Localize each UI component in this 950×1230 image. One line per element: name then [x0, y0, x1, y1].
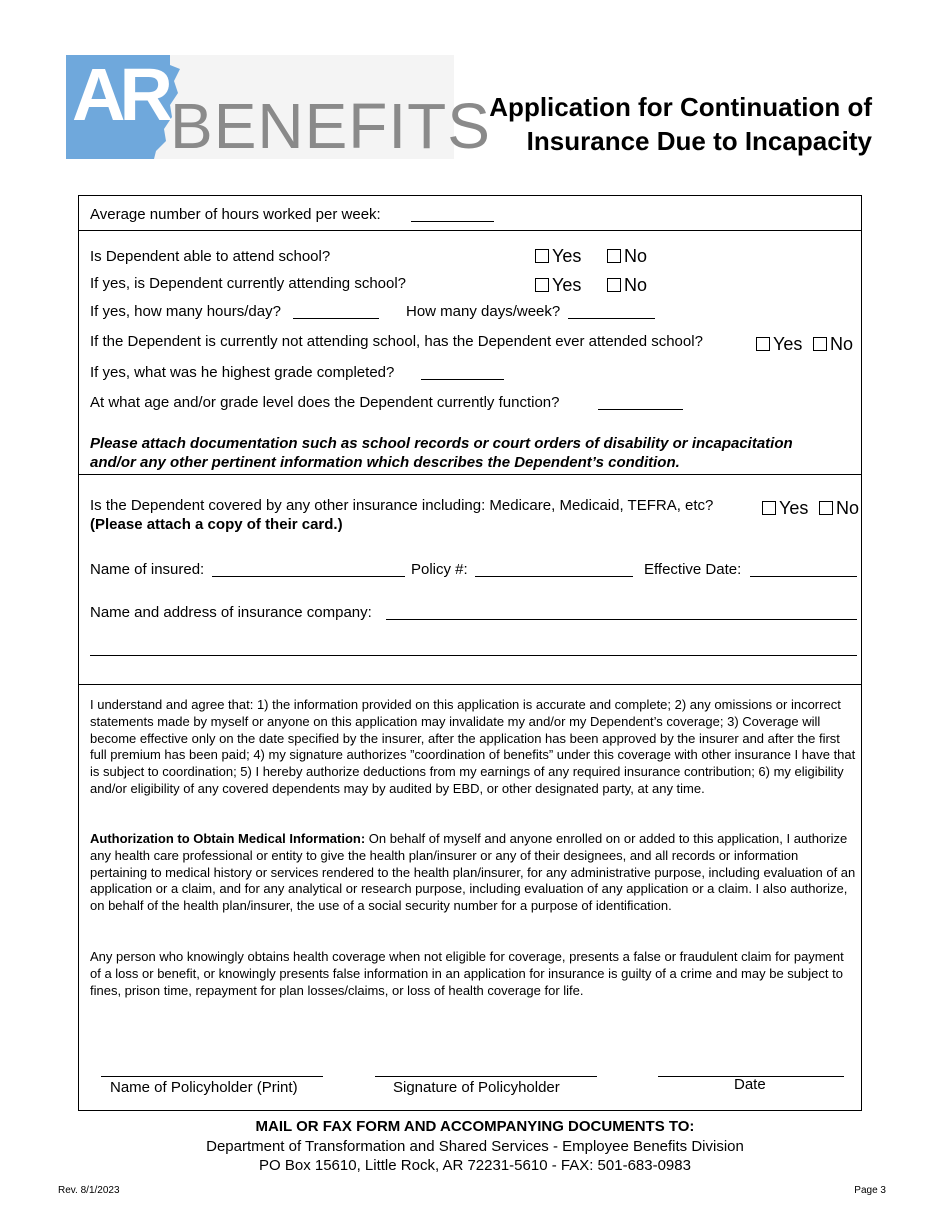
policy-number-label: Policy #:: [411, 561, 468, 578]
checkbox-icon[interactable]: [535, 249, 549, 263]
highest-grade-field[interactable]: [421, 379, 504, 380]
section-divider: [78, 230, 862, 231]
name-of-insured-label: Name of insured:: [90, 561, 205, 578]
checkbox-icon[interactable]: [607, 278, 621, 292]
able-school-no-option[interactable]: No: [607, 246, 647, 266]
policyholder-signature-line[interactable]: [375, 1076, 597, 1077]
documentation-note-line-1: Please attach documentation such as school records or court orders of disability or incapacitation: [90, 435, 793, 452]
checkbox-icon[interactable]: [756, 337, 770, 351]
hours-per-day-label: If yes, how many hours/day?: [90, 303, 281, 320]
attending-school-label: If yes, is Dependent currently attending school?: [90, 275, 407, 292]
revision-date: Rev. 8/1/2023: [58, 1185, 120, 1196]
insurance-company-field[interactable]: [386, 619, 857, 620]
attach-card-note: (Please attach a copy of their card.): [90, 516, 343, 533]
name-of-insured-field[interactable]: [212, 576, 405, 577]
policyholder-name-line[interactable]: [101, 1076, 323, 1077]
hours-per-week-field[interactable]: [411, 221, 494, 222]
function-level-label: At what age and/or grade level does the Dependent currently function?: [90, 394, 560, 411]
policyholder-signature-label: Signature of Policyholder: [393, 1079, 560, 1096]
date-label: Date: [734, 1076, 766, 1093]
documentation-note-line-2: and/or any other pertinent information which describes the Dependent’s condition.: [90, 454, 680, 471]
authorization-text: On behalf of myself and anyone enrolled on or added to this application, I authorize any health care professional or entity to give the health plan/insurer or any of their designees, and all records or information pertaining to medical history or services rendered to the health plan/insurer, for any administrative purpose, including evaluation of an application or a claim, and for any analytical or research purpose, including evaluation of any application or a claim. I also authorize, on behalf of the health plan/insurer, the use of a social security number for a purpose of identification.: [90, 831, 856, 914]
ever-attended-no-option[interactable]: No: [813, 334, 853, 354]
title-line-1: Application for Continuation of: [489, 92, 872, 122]
effective-date-label: Effective Date:: [644, 561, 742, 578]
department-name: Department of Transformation and Shared Services - Employee Benefits Division: [206, 1138, 744, 1155]
attending-school-yes-option[interactable]: Yes: [535, 275, 581, 295]
page-title: [489, 90, 872, 158]
fraud-warning-paragraph: Any person who knowingly obtains health coverage when not eligible for coverage, presents a false or fraudulent claim for payment of a loss or benefit, or knowingly presents false information in an application for insurance is guilty of a crime and may be subject to fines, prison time, repayment for plan losses/claims, or loss of health coverage for life.: [90, 949, 844, 998]
logo-benefits-text: BENEFITS: [170, 90, 491, 162]
hours-per-day-field[interactable]: [293, 318, 379, 319]
highest-grade-label: If yes, what was he highest grade completed?: [90, 364, 395, 381]
checkbox-icon[interactable]: [762, 501, 776, 515]
insurance-company-label: Name and address of insurance company:: [90, 604, 372, 621]
ever-attended-school-label: If the Dependent is currently not attending school, has the Dependent ever attended school?: [90, 333, 703, 350]
logo-ar-text: AR: [72, 53, 167, 136]
other-insurance-yes-option[interactable]: Yes: [762, 498, 808, 518]
days-per-week-field[interactable]: [568, 318, 655, 319]
checkbox-icon[interactable]: [535, 278, 549, 292]
function-level-field[interactable]: [598, 409, 683, 410]
checkbox-icon[interactable]: [819, 501, 833, 515]
attending-school-no-option[interactable]: No: [607, 275, 647, 295]
days-per-week-label: How many days/week?: [406, 303, 561, 320]
policy-number-field[interactable]: [475, 576, 633, 577]
other-insurance-label: Is the Dependent covered by any other insurance including: Medicare, Medicaid, TEFRA, etc?: [90, 497, 714, 514]
section-divider: [78, 474, 862, 475]
section-divider: [78, 684, 862, 685]
other-insurance-no-option[interactable]: No: [819, 498, 859, 518]
mailing-address: PO Box 15610, Little Rock, AR 72231-5610 - FAX: 501-683-0983: [259, 1157, 691, 1174]
effective-date-field[interactable]: [750, 576, 857, 577]
title-line-2: Insurance Due to Incapacity: [526, 126, 872, 156]
policyholder-name-label: Name of Policyholder (Print): [110, 1079, 298, 1096]
able-school-yes-option[interactable]: Yes: [535, 246, 581, 266]
able-attend-school-label: Is Dependent able to attend school?: [90, 248, 331, 265]
hours-per-week-label: Average number of hours worked per week:: [90, 206, 381, 223]
checkbox-icon[interactable]: [607, 249, 621, 263]
page-number: Page 3: [854, 1185, 886, 1196]
ever-attended-yes-option[interactable]: Yes: [756, 334, 802, 354]
insurance-company-field-line-2[interactable]: [90, 655, 857, 656]
agreement-paragraph: I understand and agree that: 1) the information provided on this application is accurate and complete; 2) any omissions or incorrect statements made by myself or anyone on this application may invalidate my and/or my Dependent’s coverage; 3) Coverage will become effective only on the date specified by the insurer, after the application has been approved by the insurer and after the first full premium has been paid; 4) my signature authorizes ”coordination of benefits” under this coverage with other insurance I have that is subject to coordination; 5) I hereby authorize deductions from my earnings of any required insurance contribution; 6) my eligibility and/or eligibility of any covered dependents may by audited by EBD, or other designated party, at any time.: [90, 697, 856, 796]
authorization-paragraph: [90, 831, 856, 915]
mail-instructions-title: MAIL OR FAX FORM AND ACCOMPANYING DOCUMENTS TO:: [255, 1118, 695, 1135]
authorization-title: Authorization to Obtain Medical Information:: [90, 831, 366, 846]
checkbox-icon[interactable]: [813, 337, 827, 351]
